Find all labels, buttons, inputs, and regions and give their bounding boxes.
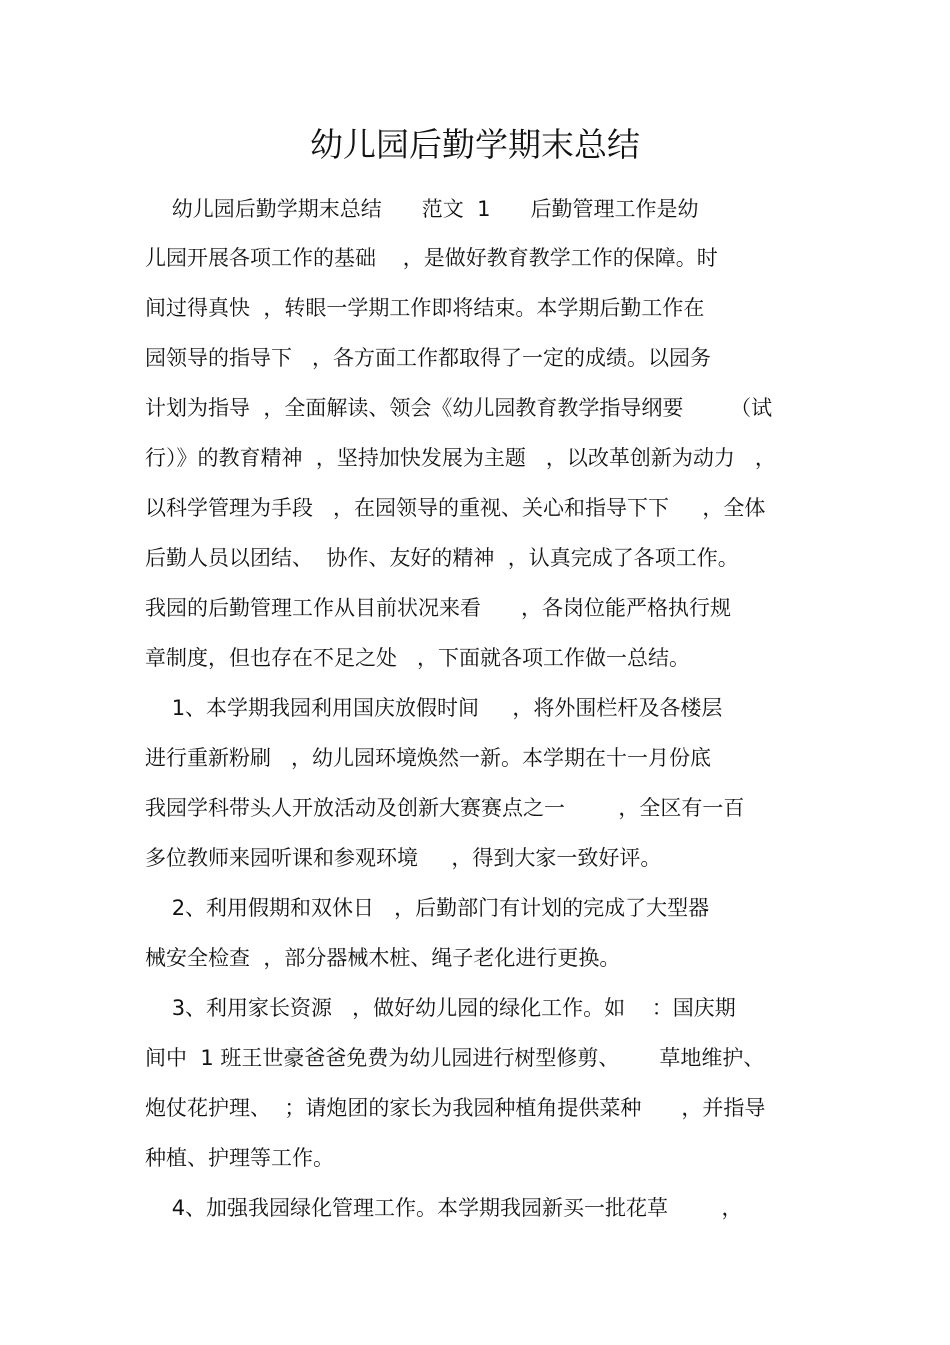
text-line: 我园的后勤管理工作从目前状况来看 ，各岗位能严格执行规 [145, 596, 732, 620]
text-line: 1、本学期我园利用国庆放假时间 ，将外围栏杆及各楼层 [145, 696, 723, 720]
text-line: 我园学科带头人开放活动及创新大赛赛点之一 ，全区有一百 [145, 796, 745, 820]
text-line: 进行重新粉刷 ，幼儿园环境焕然一新。本学期在十一月份底 [145, 746, 712, 770]
text-line: 后勤人员以团结、 协作、友好的精神 ，认真完成了各项工作。 [145, 546, 739, 570]
text-line: 炮仗花护理、 ；请炮团的家长为我园种植角提供菜种 ，并指导 [145, 1096, 766, 1120]
text-line: 3、利用家长资源 ，做好幼儿园的绿化工作。如 ：国庆期 [145, 996, 736, 1020]
text-line: 间过得真快 ，转眼一学期工作即将结束。本学期后勤工作在 [145, 296, 705, 320]
text-line: 幼儿园后勤学期末总结 范文 1 后勤管理工作是幼 [145, 197, 699, 221]
text-line: 4、加强我园绿化管理工作。本学期我园新买一批花草 ， [145, 1196, 743, 1220]
text-line: 多位教师来园听课和参观环境 ，得到大家一致好评。 [145, 846, 662, 870]
text-line: 儿园开展各项工作的基础 ，是做好教育教学工作的保障。时 [145, 246, 718, 270]
text-line: 以科学管理为手段 ，在园领导的重视、关心和指导下下 ，全体 [145, 496, 766, 520]
text-line: 间中 1 班王世豪爸爸免费为幼儿园进行树型修剪、 草地维护、 [145, 1046, 765, 1070]
text-line: 章制度，但也存在不足之处 ，下面就各项工作做一总结。 [145, 646, 691, 670]
text-line: 园领导的指导下 ，各方面工作都取得了一定的成绩。以园务 [145, 346, 712, 370]
text-line: 种植、护理等工作。 [145, 1146, 334, 1170]
document-title: 幼儿园后勤学期末总结 [310, 125, 640, 164]
text-line: 计划为指导 ，全面解读、领会《幼儿园教育教学指导纲要 （试 [145, 396, 773, 420]
text-line: 行）》的教育精神 ，坚持加快发展为主题 ，以改革创新为动力 ， [145, 446, 776, 470]
text-line: 械安全检查 ，部分器械木桩、绳子老化进行更换。 [145, 946, 621, 970]
text-line: 2、利用假期和双休日 ，后勤部门有计划的完成了大型器 [145, 896, 710, 920]
